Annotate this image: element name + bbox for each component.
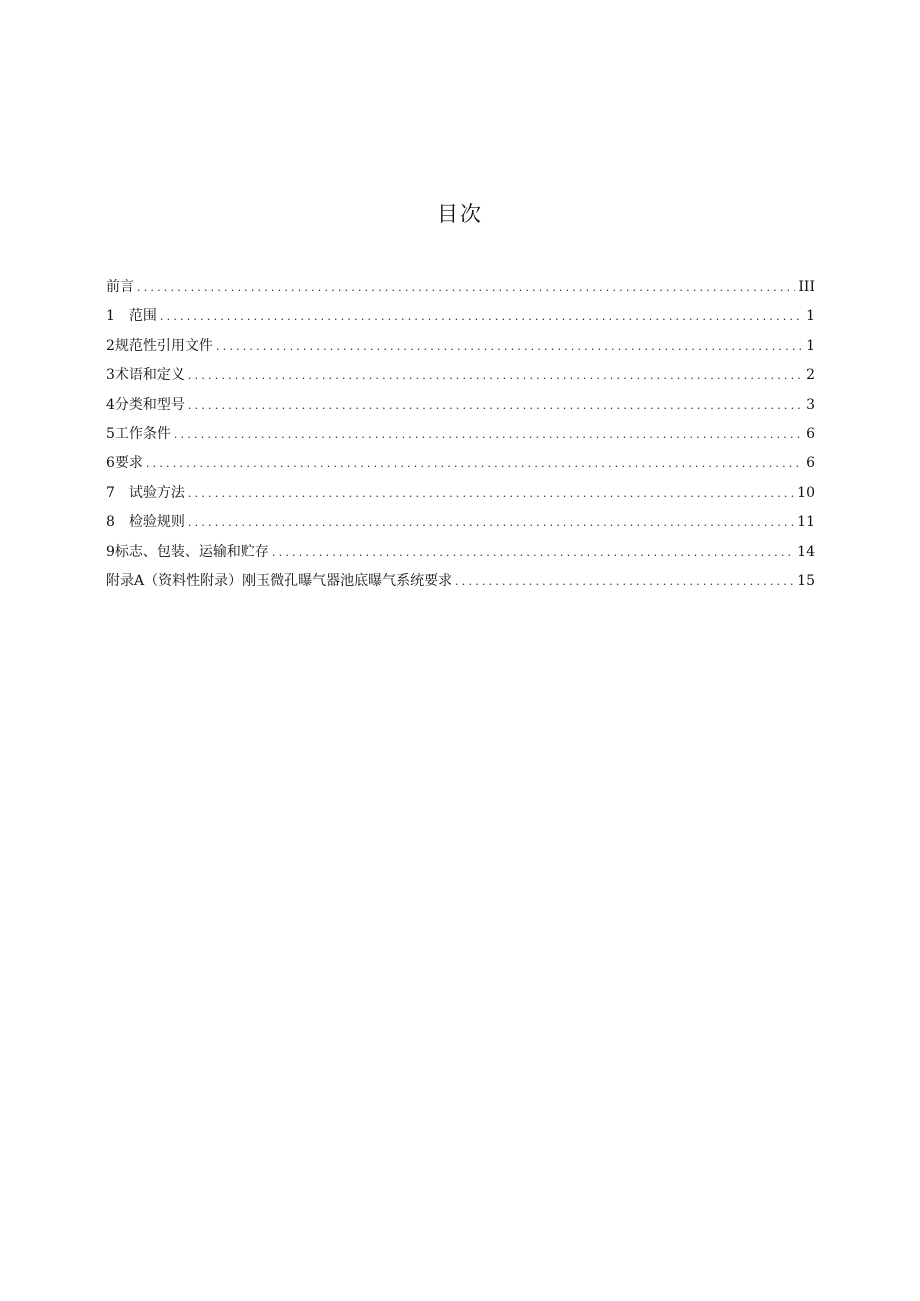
- toc-entry-classification[interactable]: [106, 391, 815, 420]
- dot-leader: [188, 508, 794, 537]
- toc-entry-page: 3: [806, 396, 815, 413]
- toc-entry-terms-definitions[interactable]: [106, 361, 815, 390]
- toc-entry-page: 11: [797, 514, 815, 531]
- toc-entry-page: III: [798, 279, 815, 295]
- dot-leader: [216, 332, 803, 361]
- dot-leader: [188, 361, 803, 390]
- toc-entry-label: 8 检验规则: [106, 514, 185, 531]
- dot-leader: [188, 391, 803, 420]
- toc-entry-foreword[interactable]: [106, 273, 815, 302]
- toc-entry-label: 6要求: [106, 455, 143, 472]
- toc-entry-annex-a[interactable]: [106, 567, 815, 596]
- toc-entry-label: 4分类和型号: [106, 396, 185, 413]
- toc-entry-page: 10: [797, 484, 815, 501]
- toc-title: 目次: [437, 202, 483, 226]
- toc-entry-page: 1: [806, 308, 815, 325]
- toc-entry-scope[interactable]: [106, 302, 815, 331]
- toc-entry-label: 2规范性引用文件: [106, 337, 213, 354]
- toc-entry-marking-packaging[interactable]: [106, 538, 815, 567]
- toc-entry-label: 前言: [106, 279, 134, 295]
- toc-entry-label: 5工作条件: [106, 425, 171, 442]
- toc-entry-working-conditions[interactable]: [106, 420, 815, 449]
- dot-leader: [174, 420, 803, 449]
- toc-entry-page: 15: [797, 572, 815, 589]
- dot-leader: [455, 567, 794, 596]
- toc-entry-page: 1: [806, 337, 815, 354]
- toc-entry-page: 6: [806, 455, 815, 472]
- dot-leader: [146, 449, 803, 478]
- toc-entry-test-methods[interactable]: [106, 479, 815, 508]
- toc-entry-normative-references[interactable]: [106, 332, 815, 361]
- toc-entry-label: 9标志、包装、运输和贮存: [106, 543, 269, 560]
- toc-entry-page: 14: [797, 543, 815, 560]
- toc-entry-label: 7 试验方法: [106, 484, 185, 501]
- dot-leader: [188, 479, 794, 508]
- toc-entry-label: 3术语和定义: [106, 367, 185, 384]
- dot-leader: [272, 538, 794, 567]
- toc-entry-label: 1 范围: [106, 308, 157, 325]
- dot-leader: [137, 273, 795, 302]
- toc-entry-requirements[interactable]: [106, 449, 815, 478]
- toc-entry-page: 6: [806, 425, 815, 442]
- toc-entry-label: 附录A（资料性附录）刚玉微孔曝气器池底曝气系统要求: [106, 572, 453, 589]
- dot-leader: [160, 302, 803, 331]
- table-of-contents: [106, 273, 815, 596]
- toc-entry-page: 2: [806, 367, 815, 384]
- toc-entry-inspection-rules[interactable]: [106, 508, 815, 537]
